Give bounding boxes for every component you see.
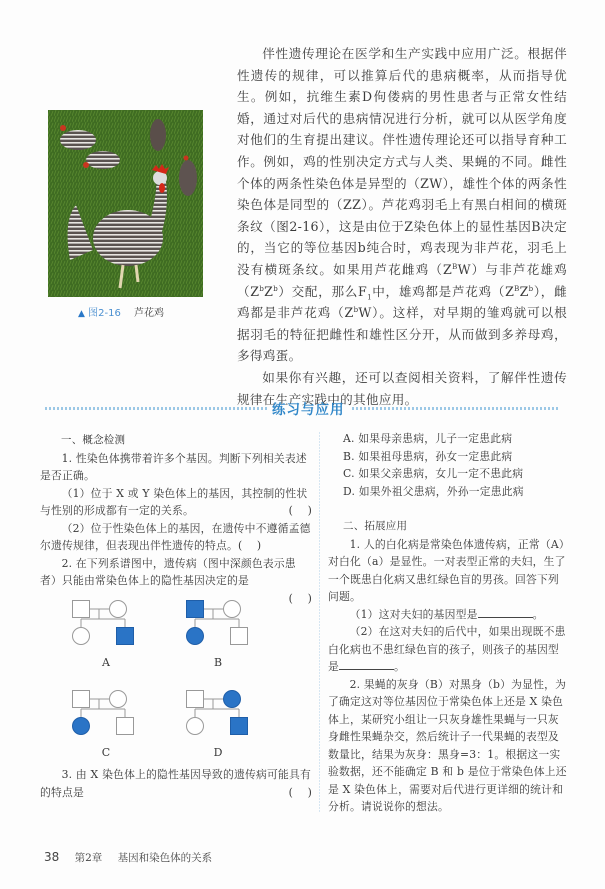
pedigree-c-chart	[72, 690, 182, 735]
ext-question-2: 2. 果蝇的灰身（B）对黑身（b）为显性，为了确定这对等位基因位于常染色体上还是 X 染色体上，某研究小组让一只灰身雄性果蝇与一只灰身雌性果蝇杂交，然后统计子一代果蝇的表型及数量比，结果为灰身：黑身=3：1。根据这一实验数据，还不能确定 B 和 b 是位于常染色体上还是 X 染色体上，需要对后代进行更详细的统计和分析。请说说你的想法。	[328, 677, 567, 813]
pedigree-b	[186, 600, 296, 669]
section-header	[0, 398, 605, 418]
paragraph-sex-linked-application: 伴性遗传理论在医学和生产实践中应用广泛。根据伴性遗传的规律，可以推算后代的患病概率，从而指导优生。例如，抗维生素D佝偻病的男性患者与正常女性结婚，通过对后代的患病情况进行分析，就可以从医学角度对他们的生育提出建议。伴性遗传理论还可以指导育种工作。例如，鸡的性别决定方式与人类、果蝇的不同。雌性个体的两条性染色体是异型的（ZW），雄性个体的两条性染色体是同型的（ZZ）。芦花鸡羽毛上有黑白相间的横斑条纹（图2-16），这是由位于Z染色体上的显性基因B决定的，当它的等位基因b纯合时，鸡表现为非芦花，羽毛上没有横斑条纹。如果用芦花雌鸡$(Z^BW)$与非芦花雄鸡$(Z^bZ^b)$交配，那么$F_1$中，雄鸡都是芦花鸡$(Z^BZ^b)$，雌鸡都是非芦花鸡$(Z^bW)$。这样，对早期的雏鸡就可以根据羽毛的特征把雌性和雄性区分开，从而做到多养母鸡，多得鸡蛋。	[237, 46, 567, 364]
pedigree-label: A	[102, 656, 110, 669]
left-column	[40, 432, 312, 607]
paragraph-further-reading: 如果你有兴趣，还可以查阅相关资料，了解伴性遗传规律在生产实践中的其他应用。	[237, 369, 567, 407]
pedigree-d-chart	[186, 690, 296, 735]
question-3: 3. 由 X 染色体上的隐性基因导致的遗传病可能具有的特点是 ( )	[40, 766, 312, 801]
column-divider	[319, 432, 320, 812]
page-number: 38	[44, 850, 60, 864]
figure-title: 芦花鸡	[134, 308, 164, 319]
right-column	[328, 430, 568, 816]
question-2: 2. 在下列系谱图中，遗传病（图中深颜色表示患者）只能由常染色体上的隐性基因决定的是	[40, 556, 296, 587]
section-title: 练习与应用	[272, 402, 345, 418]
answer-paren: ( )	[288, 504, 312, 517]
answer-blank	[339, 658, 394, 670]
wave-divider-left	[45, 407, 267, 410]
question-1-2: （2）位于性染色体上的基因，在遗传中不遵循孟德尔遗传规律，但表现出伴性遗传的特点。( )	[40, 521, 311, 552]
answer-paren: ( )	[237, 539, 262, 552]
pedigree-a	[72, 600, 182, 669]
pedigree-label: C	[101, 746, 111, 759]
question-2-paren: ( )	[288, 591, 312, 605]
barred-rock-chickens-illustration	[48, 110, 203, 297]
heading-extended-application: 二、拓展应用	[343, 520, 408, 532]
question-1-1: （1）位于 X 或 Y 染色体上的基因，其控制的性状与性别的形成都有一定的关系。 ( )	[40, 485, 312, 520]
figure-caption	[78, 304, 164, 319]
pedigree-label: B	[213, 656, 223, 669]
pedigree-d	[186, 690, 296, 759]
ext-question-1-2: （2）在这对夫妇的后代中，如果出现既不患白化病也不患红绿色盲的孩子，则孩子的基因型是 。	[328, 625, 566, 673]
rooster-photo	[48, 110, 203, 297]
question-1: 1. 性染色体携带着许多个基因。判断下列相关表述是否正确。	[40, 451, 307, 482]
main-body-text	[237, 43, 567, 410]
triangle-marker-icon: ▲	[78, 309, 85, 319]
figure-number: 图2-16	[88, 308, 121, 319]
chapter-number: 第2章	[74, 852, 103, 864]
ext-question-1-1: （1）这对夫妇的基因型是 。	[349, 607, 544, 621]
pedigree-c	[72, 690, 182, 759]
pedigree-b-chart	[186, 600, 296, 645]
question-3-block	[40, 766, 312, 801]
option-b: B. 如果祖母患病，孙女一定患此病	[343, 449, 513, 463]
heading-concept-check: 一、概念检测	[61, 434, 126, 446]
chapter-title: 基因和染色体的关系	[117, 852, 213, 864]
answer-blank	[478, 606, 533, 618]
option-a: A. 如果母亲患病，儿子一定患此病	[343, 432, 513, 445]
pedigree-a-chart	[72, 600, 182, 645]
page-footer	[44, 850, 212, 865]
pedigree-label: D	[213, 746, 223, 759]
ext-question-1: 1. 人的白化病是常染色体遗传病，正常（A）对白化（a）是显性。一对表型正常的夫妇，生了一个既患白化病又患红绿色盲的男孩。回答下列问题。	[328, 537, 566, 603]
answer-paren: ( )	[288, 785, 312, 799]
wave-divider-right	[352, 407, 560, 410]
option-c: C. 如果父亲患病，女儿一定不患此病	[343, 467, 524, 480]
option-d: D. 如果外祖父患病，外孙一定患此病	[343, 484, 524, 498]
